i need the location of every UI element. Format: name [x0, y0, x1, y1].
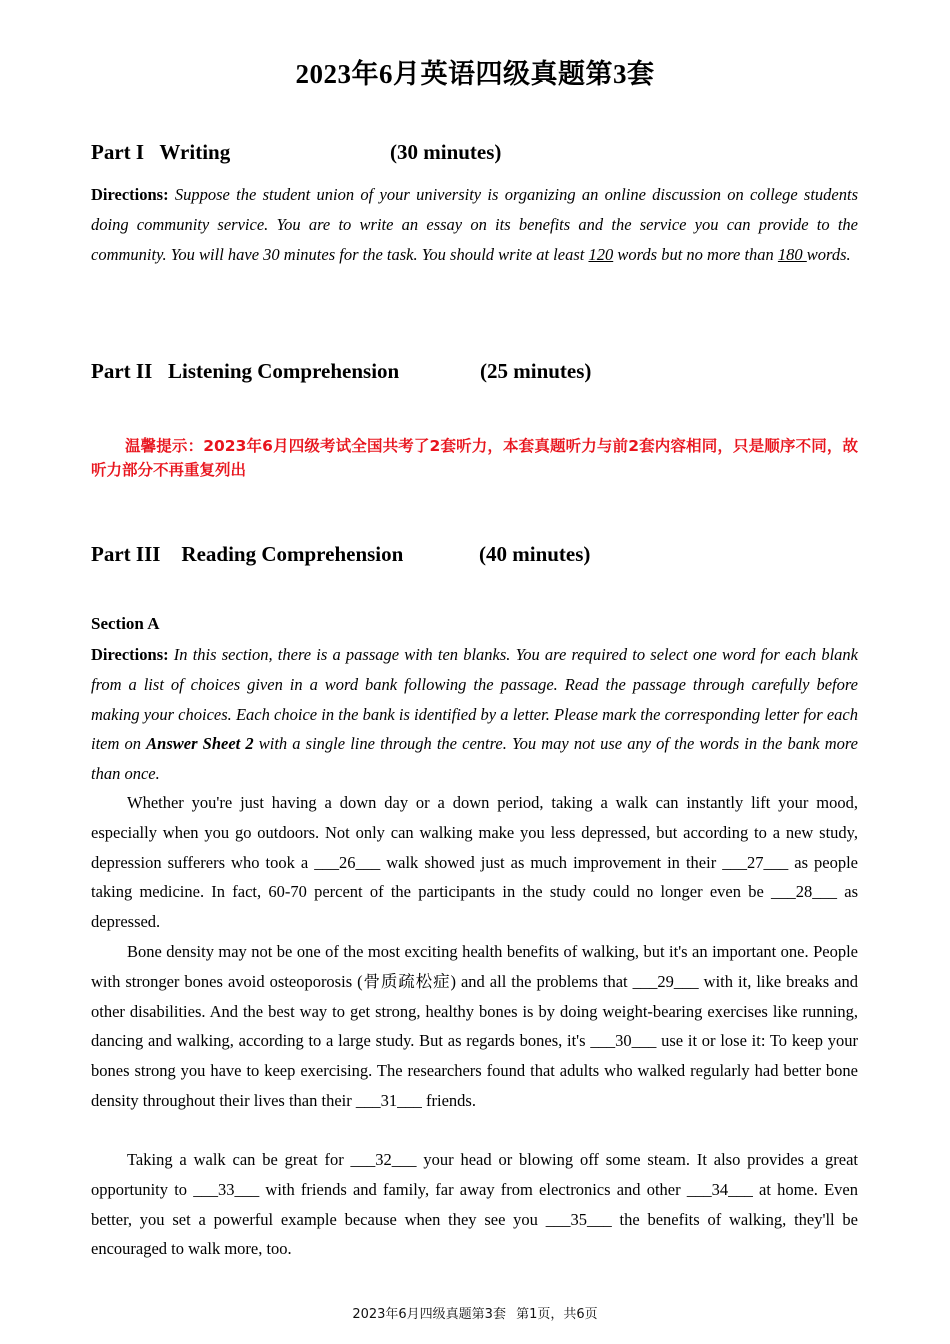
part3-directions-text-b: with a single line through the centre. You may not use any of the words in the bank more than once. — [91, 734, 858, 784]
part1-directions — [91, 180, 858, 269]
part1-heading — [91, 140, 502, 165]
answer-sheet-ref: Answer Sheet 2 — [146, 734, 254, 754]
part1-max-words: 180 — [777, 244, 807, 264]
passage-paragraph-2: Bone density may not be one of the most exciting health benefits of walking, but it's an important one. People with stronger bones avoid osteoporosis (骨质疏松症) and all the problems that ___29___ with it, like breaks and other disabilities. And the best way to get strong, healthy bones is by doing weight-bearing exercises like running, dancing and walking, according to a large study. But as regards bones, it's ___30___ use it or lose it: To keep your bones strong you have to keep exercising. The researchers found that adults who walked regularly had better bone density throughout their lives than their ___31___ friends. — [91, 942, 858, 1110]
footer-doc-name: 2023年6月四级真题第3套 — [352, 1307, 506, 1322]
part3-heading — [91, 542, 591, 567]
part1-directions-label: Directions: — [91, 185, 169, 204]
part2-minutes: (25 minutes) — [480, 359, 592, 383]
part1-directions-text-c: words. — [806, 244, 851, 264]
listening-notice: 温馨提示：2023年6月四级考试全国共考了2套听力，本套真题听力与前2套内容相同，只是顺序不同，故听力部分不再重复列出 — [91, 437, 858, 479]
passage-paragraph-1: Whether you're just having a down day or a down period, taking a walk can instantly lift your mood, especially when you go outdoors. Not only can walking make you less depressed, but according to a new study, depression sufferers who took a ___26___ walk showed just as much improvement in their ___27___ as people taking medicine. In fact, 60-70 percent of the participants in the study could no longer even be ___28___ as depressed. — [91, 793, 858, 932]
part3-label: Part III Reading Comprehension — [91, 542, 404, 566]
part3-minutes: (40 minutes) — [479, 542, 591, 566]
part1-minutes: (30 minutes) — [390, 140, 502, 164]
part2-label: Part II Listening Comprehension — [91, 359, 400, 383]
page-footer — [0, 1303, 950, 1322]
part1-label: Part I Writing — [91, 140, 231, 164]
part2-heading — [91, 359, 592, 384]
part1-min-words: 120 — [588, 244, 614, 264]
part1-directions-text-b: words but no more than — [613, 244, 778, 264]
part3-directions-label-s: s: — [156, 645, 169, 664]
part3-directions — [91, 640, 858, 789]
part1-directions-text-a: Suppose the student union of your university is organizing an online discussion on college students doing community service. You are to write an essay on its benefits and the service you can provide to the community. You will have 30 minutes for the task. You should write at least — [91, 185, 859, 264]
section-a-label: Section A — [91, 614, 160, 633]
document-title: 2023年6月英语四级真题第3套 — [295, 59, 655, 89]
footer-page-info: 第1页，共6页 — [516, 1307, 598, 1322]
part3-directions-label: Direction — [91, 645, 157, 664]
part3-directions-text-a: In this section, there is a passage with ten blanks. You are required to select one word for each blank from a list of choices given in a word bank following the passage. Read the passage through carefully before making your choices. Each choice in the bank is identified by a letter. Please mark the corresponding letter for each item on — [91, 645, 858, 754]
passage-paragraph-3: Taking a walk can be great for ___32___ your head or blowing off some steam. It also provides a great opportunity to ___33___ with friends and family, far away from electronics and other ___34___ at home. Even better, you set a powerful example because when they see you ___35___ the benefits of walking, they'll be encouraged to walk more, too. — [91, 1150, 858, 1259]
